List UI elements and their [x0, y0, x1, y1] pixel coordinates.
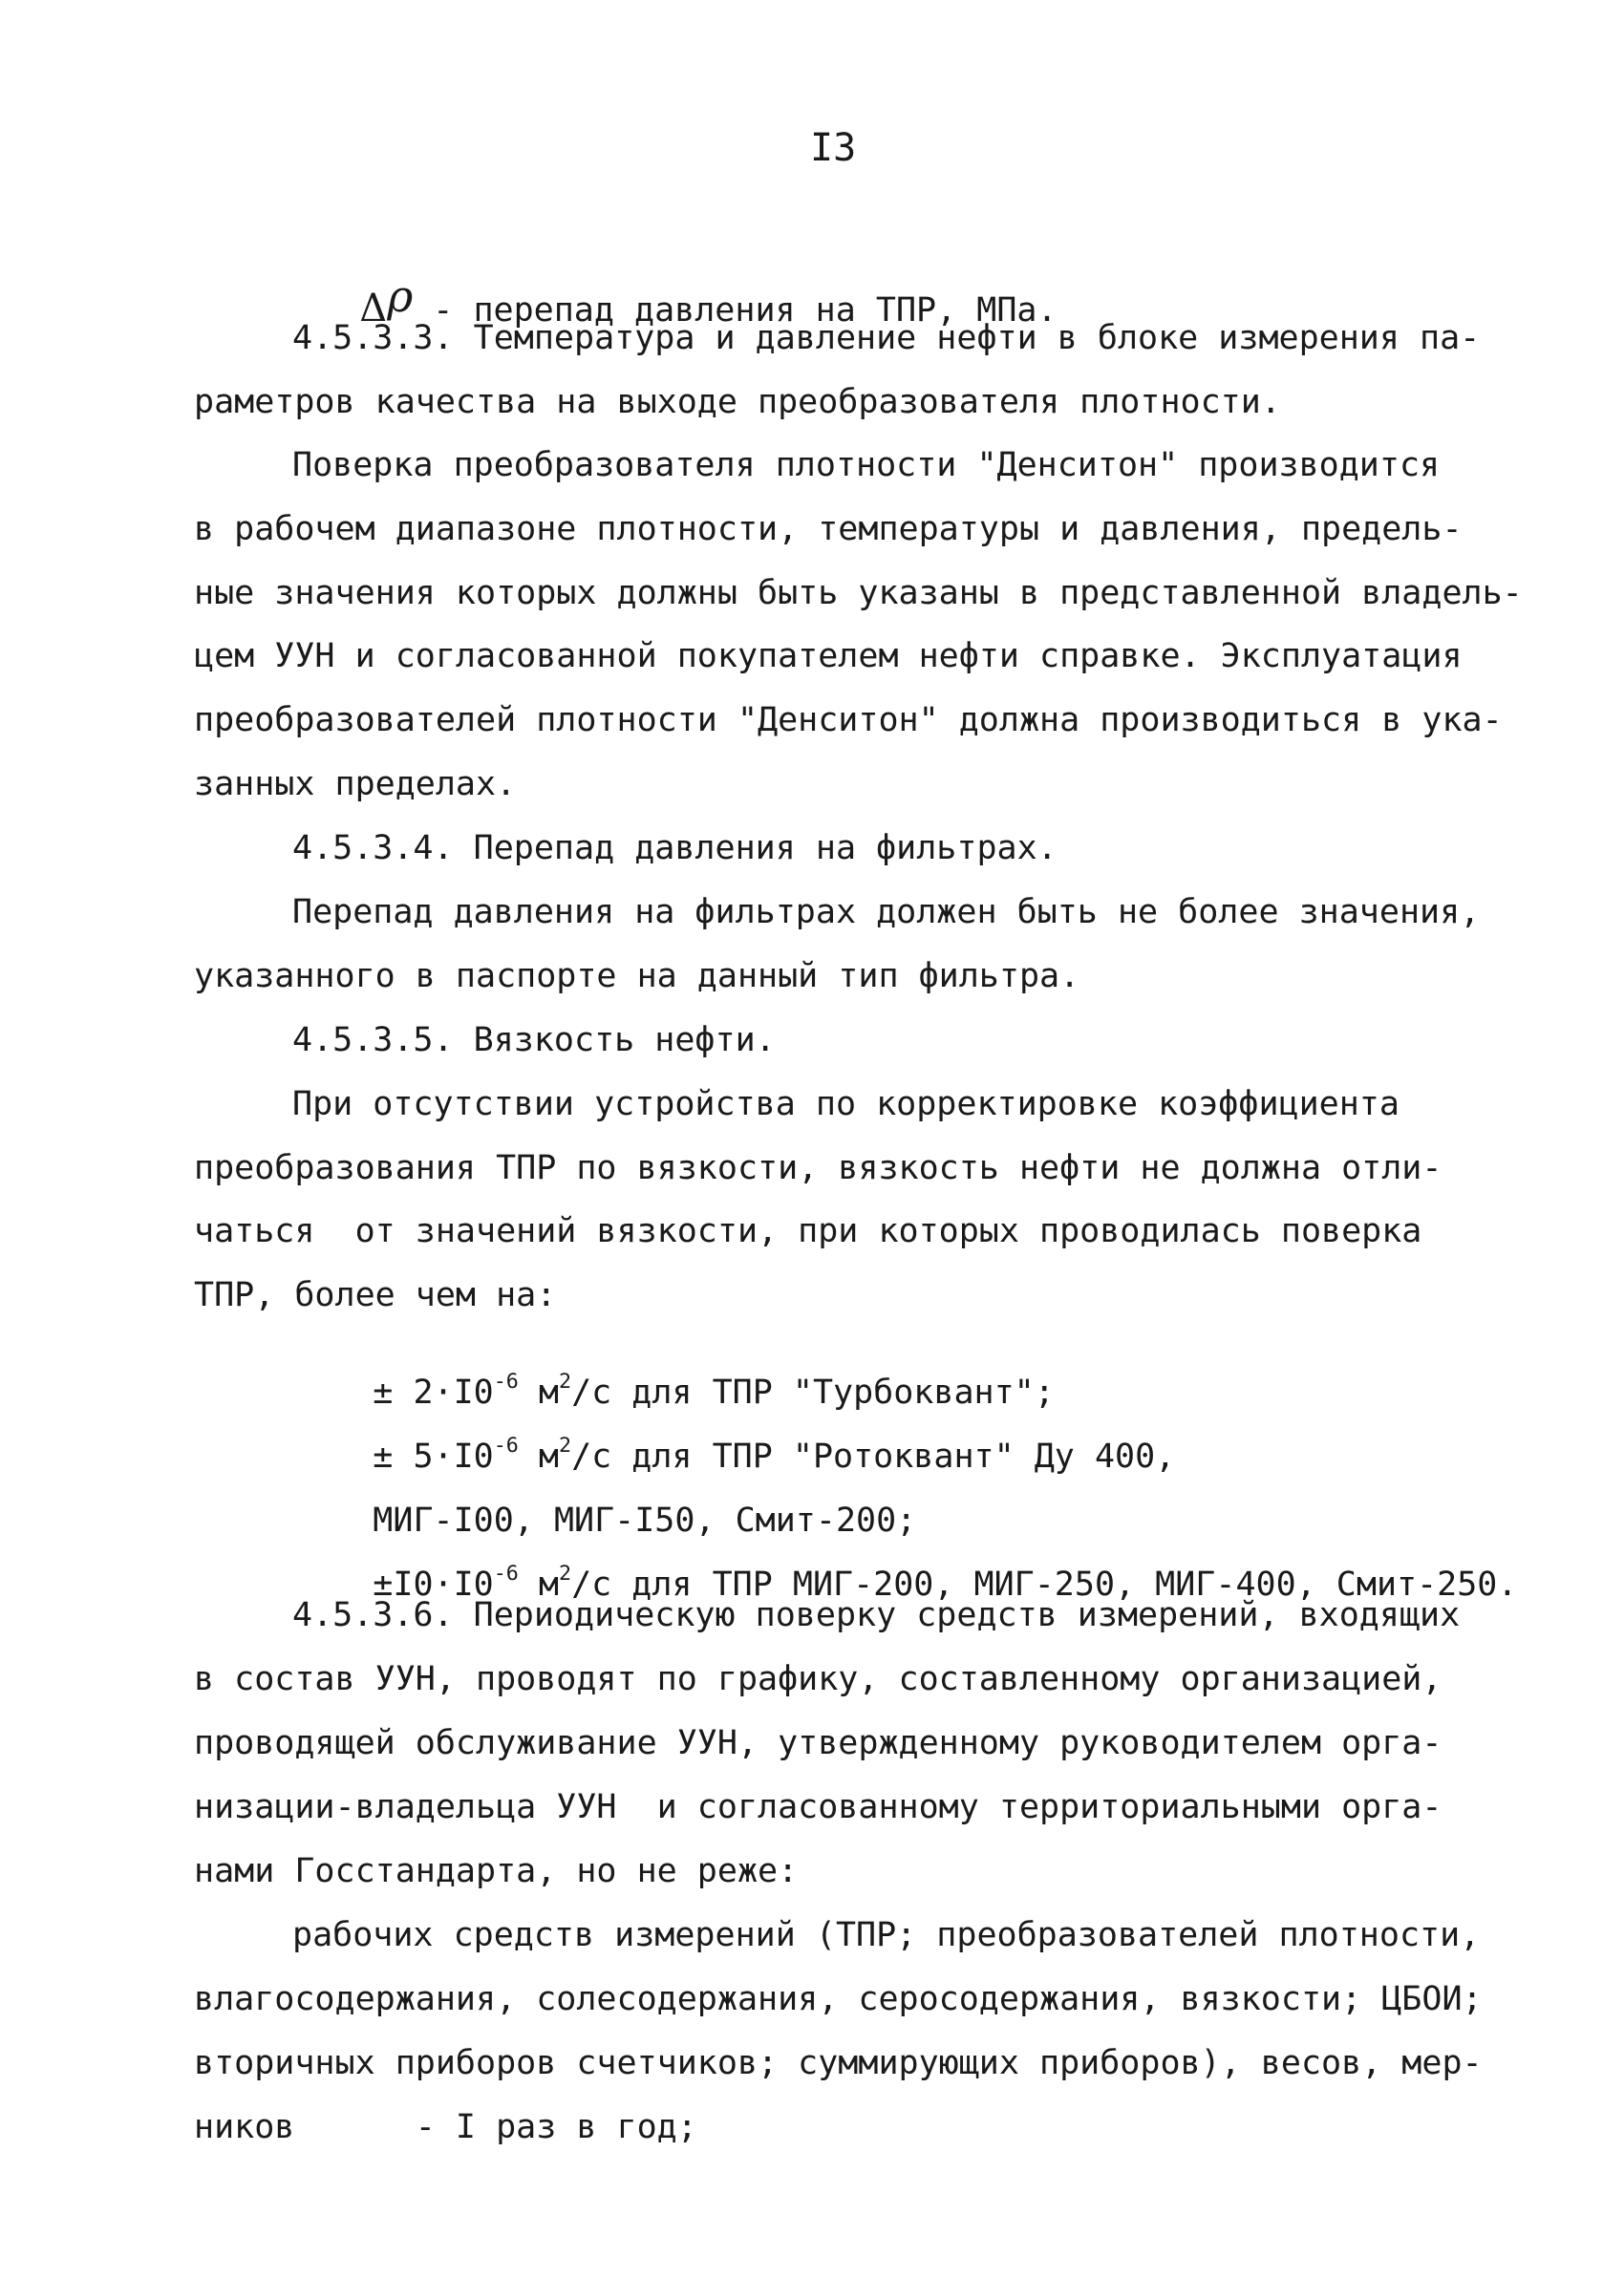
text-line: 4.5.3.5. Вязкость нефти. [292, 1021, 776, 1059]
text-line: влагосодержания, солесодержания, серосодержания, вязкости; ЦБОИ; [194, 1980, 1483, 2018]
limit-text: МИГ-I00, МИГ-I50, Смит-200; [373, 1502, 917, 1540]
page-number: I3 [810, 126, 857, 170]
text-line: преобразования ТПР по вязкости, вязкость нефти не должна отли- [194, 1149, 1442, 1187]
limit-value: ± 2·I0 [373, 1374, 494, 1412]
text-line: ТПР, более чем на: [194, 1276, 557, 1314]
exponent: -6 [493, 1434, 519, 1459]
limit-value: ± 5·I0 [373, 1438, 494, 1476]
text-line: в состав УУН, проводят по графику, составленному организацией, [194, 1660, 1442, 1698]
text-line: чаться от значений вязкости, при которых проводилась поверка [194, 1212, 1422, 1250]
text-line: в рабочем диапазоне плотности, температуры и давления, предель- [194, 510, 1463, 548]
unit: м [518, 1438, 560, 1476]
text-line: занных пределах. [194, 765, 517, 803]
text-line: 4.5.3.4. Перепад давления на фильтрах. [292, 829, 1058, 867]
exponent: 2 [559, 1562, 572, 1587]
unit: м [518, 1374, 560, 1412]
exponent: -6 [493, 1370, 519, 1395]
limit-value: ±I0·I0 [373, 1566, 494, 1604]
limit-text: /с для ТПР "Турбоквант"; [571, 1374, 1055, 1412]
limit-text: /с для ТПР "Ротоквант" Ду 400, [571, 1438, 1176, 1476]
exponent: 2 [559, 1370, 572, 1395]
text-line: низации-владельца УУН и согласованному территориальными орга- [194, 1788, 1442, 1826]
text-line: 4.5.3.3. Температура и давление нефти в блоке измерения па- [292, 319, 1481, 357]
text-line: указанного в паспорте на данный тип фильтра. [194, 957, 1080, 995]
text-line: ников - I раз в год; [194, 2108, 697, 2146]
delta-symbol: Δ [359, 287, 388, 330]
exponent: 2 [559, 1434, 572, 1459]
text-line: вторичных приборов счетчиков; суммирующих приборов), весов, мер- [194, 2044, 1483, 2082]
text-line: 4.5.3.6. Периодическую поверку средств измерений, входящих [292, 1596, 1461, 1634]
text-line: раметров качества на выходе преобразователя плотности. [194, 383, 1281, 421]
text-line: цем УУН и согласованной покупателем нефти справке. Эксплуатация [194, 637, 1463, 675]
delta-p-text: - перепад давления на ТПР, МПа. [413, 291, 1058, 330]
limit-text: /с для ТПР МИГ-200, МИГ-250, МИГ-400, Смит-250. [571, 1566, 1518, 1604]
unit: м [518, 1566, 560, 1604]
text-line: нами Госстандарта, но не реже: [194, 1852, 799, 1890]
text-line: ные значения которых должны быть указаны в представленной владель- [194, 574, 1523, 612]
text-line: преобразователей плотности "Денситон" должна производиться в ука- [194, 701, 1503, 739]
text-line: При отсутствии устройства по корректировке коэффициента [292, 1085, 1400, 1123]
exponent: -6 [493, 1562, 519, 1587]
text-line: Перепад давления на фильтрах должен быть не более значения, [292, 893, 1481, 931]
text-line: проводящей обслуживание УУН, утвержденному руководителем орга- [194, 1724, 1442, 1762]
text-line: рабочих средств измерений (ТПР; преобразователей плотности, [292, 1916, 1481, 1954]
rho-symbol: ρ [387, 270, 414, 322]
text-line: Поверка преобразователя плотности "Денситон" производится [292, 446, 1441, 484]
